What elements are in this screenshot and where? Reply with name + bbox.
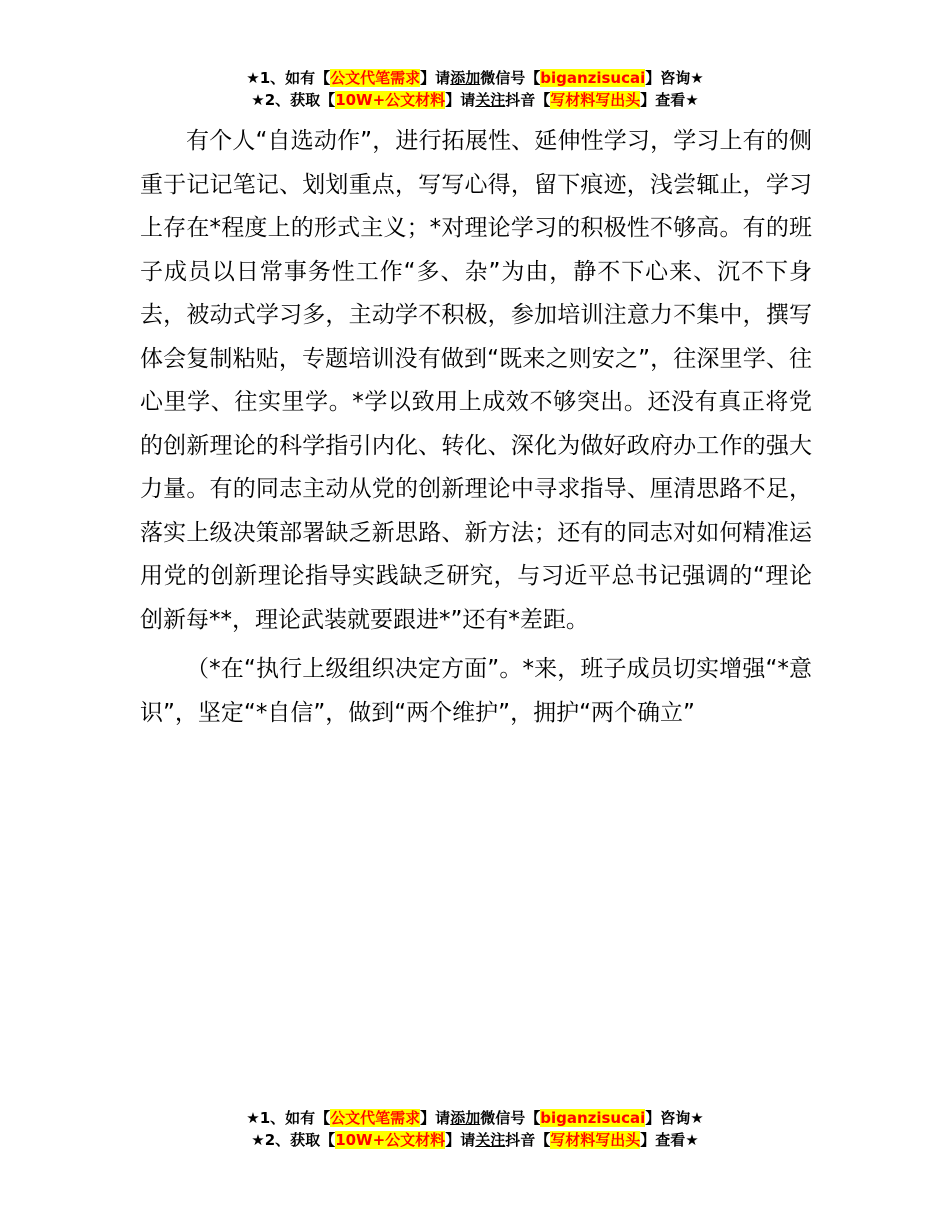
banner-line-2 (0, 89, 950, 111)
banner-line-1 (0, 67, 950, 89)
banner-text: 】请 (445, 91, 476, 109)
banner-text: 微信号【 (480, 69, 541, 87)
banner-text: 】请 (420, 1109, 451, 1127)
highlight-text: 公文代笔需求 (330, 69, 421, 87)
underlined-text: 添加 (450, 69, 481, 87)
highlight-text: biganzisucai (540, 1109, 646, 1127)
banner-text: ★2、获取【 (251, 91, 336, 109)
banner-text: 】查看★ (640, 1131, 699, 1149)
highlight-text: 写材料写出头 (550, 91, 641, 109)
highlight-text: 10W+公文材料 (335, 91, 446, 109)
paragraph: （*在“执行上级组织决定方面”。*来，班子成员切实增强“*意识”，坚定“*自信”，做到“两个维护”，拥护“两个确立” (140, 656, 812, 726)
banner-text: 抖音【 (505, 1131, 551, 1149)
banner-text: 】请 (420, 69, 451, 87)
banner-text: 】查看★ (640, 91, 699, 109)
banner-line-2 (0, 1129, 950, 1151)
banner-text: ★1、如有【 (246, 69, 331, 87)
banner-text: 】咨询★ (645, 1109, 704, 1127)
banner-text: ★2、获取【 (251, 1131, 336, 1149)
banner-text: 微信号【 (480, 1109, 541, 1127)
underlined-text: 关注 (475, 1131, 506, 1149)
underlined-text: 添加 (450, 1109, 481, 1127)
document-body (140, 120, 812, 741)
banner-line-1 (0, 1107, 950, 1129)
paragraph: 有个人“自选动作”，进行拓展性、延伸性学习，学习上有的侧重于记记笔记、划划重点，写写心得，留下痕迹，浅尝辄止，学习上存在*程度上的形式主义；*对理论学习的积极性不够高。有的班子成员以日常事务性工作“多、杂”为由，静不下心来、沉不下身去，被动式学习多，主动学不积极，参加培训注意力不集中，撰写体会复制粘贴，专题培训没有做到“既来之则安之”，往深里学、往心里学、往实里学。*学以致用上成效不够突出。还没有真正将党的创新理论的科学指引内化、转化、深化为做好政府办工作的强大力量。有的同志主动从党的创新理论中寻求指导、厘清思路不足，落实上级决策部署缺乏新思路、新方法；还有的同志对如何精准运用党的创新理论指导实践缺乏研究，与习近平总书记强调的“理论创新每**，理论武装就要跟进*”还有*差距。 (140, 128, 812, 633)
highlight-text: 公文代笔需求 (330, 1109, 421, 1127)
highlight-text: 10W+公文材料 (335, 1131, 446, 1149)
banner-text: 抖音【 (505, 91, 551, 109)
highlight-text: 写材料写出头 (550, 1131, 641, 1149)
header-banner (0, 67, 950, 111)
banner-text: ★1、如有【 (246, 1109, 331, 1127)
banner-text: 】请 (445, 1131, 476, 1149)
highlight-text: biganzisucai (540, 69, 646, 87)
banner-text: 】咨询★ (645, 69, 704, 87)
underlined-text: 关注 (475, 91, 506, 109)
footer-banner (0, 1107, 950, 1151)
